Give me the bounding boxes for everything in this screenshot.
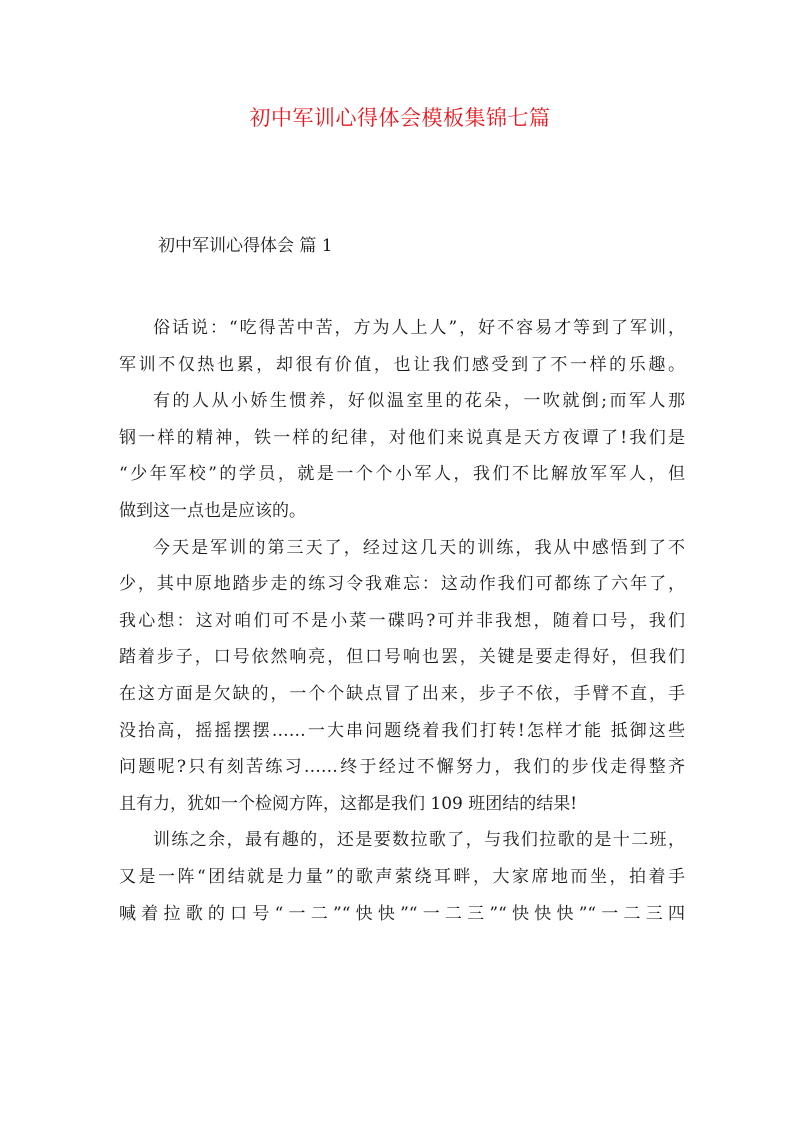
text-line: 俗话说：“吃得苦中苦，方为人上人”，好不容易才等到了军训， — [153, 318, 685, 338]
text-line: 做到这一点也是应该的。 — [119, 500, 306, 521]
text-line: 今天是军训的第三天了，经过这几天的训练，我从中感悟到了不 — [153, 537, 685, 558]
body-text — [119, 310, 685, 932]
text-line: 训练之余，最有趣的，还是要数拉歌了，与我们拉歌的是十二班， — [153, 830, 685, 851]
text-line: 问题呢?只有刻苦练习……终于经过不懈努力，我们的步伐走得整齐 — [119, 757, 685, 778]
paragraph-2 — [119, 383, 685, 529]
text-line: 又是一阵“团结就是力量”的歌声萦绕耳畔，大家席地而坐，拍着手 — [119, 866, 685, 887]
text-line: 在这方面是欠缺的，一个个缺点冒了出来，步子不依，手臂不直，手 — [119, 683, 685, 704]
text-line: 少，其中原地踏步走的练习令我难忘：这动作我们可都练了六年了， — [119, 574, 685, 595]
paragraph-3 — [119, 530, 685, 823]
text-line: 有的人从小娇生惯养，好似温室里的花朵，一吹就倒;而军人那 — [153, 391, 685, 412]
paragraph-1 — [119, 310, 685, 383]
text-line: 没抬高，摇摇摆摆……一大串问题绕着我们打转!怎样才能 抵御这些 — [119, 720, 685, 741]
text-line: 踏着步子，口号依然响亮，但口号响也罢，关键是要走得好，但我们 — [119, 647, 685, 668]
text-line: 军训不仅热也累，却很有价值，也让我们感受到了不一样的乐趣。 — [119, 354, 685, 375]
text-line: 且有力，犹如一个检阅方阵，这都是我们 109 班团结的结果! — [119, 793, 578, 814]
text-line: 我心想：这对咱们可不是小菜一碟吗?可并非我想，随着口号，我们 — [119, 610, 685, 631]
document-title: 初中军训心得体会模板集锦七篇 — [249, 106, 551, 130]
paragraph-4 — [119, 822, 685, 932]
text-line: 喊着拉歌的口号“一二”“快快”“一二三”“快快快”“一二三四 — [119, 903, 685, 924]
section-heading: 初中军训心得体会 篇 1 — [158, 236, 333, 256]
text-line: “少年军校”的学员，就是一个个小军人，我们不比解放军军人，但 — [119, 464, 685, 485]
text-line: 钢一样的精神，铁一样的纪律，对他们来说真是天方夜谭了!我们是 — [119, 427, 685, 448]
